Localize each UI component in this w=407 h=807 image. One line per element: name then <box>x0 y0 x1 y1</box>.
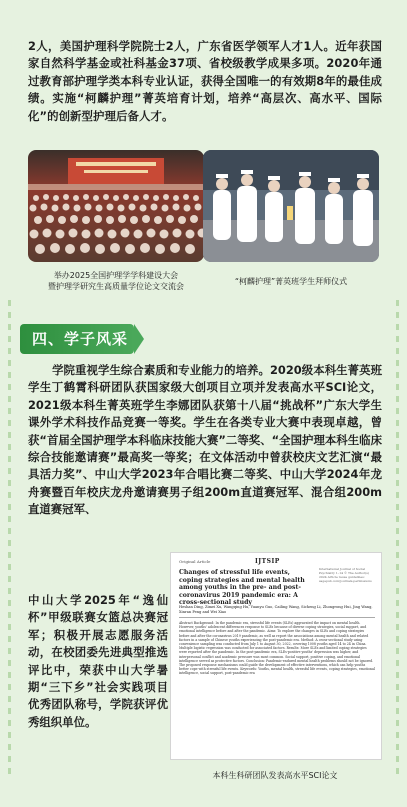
ceremony-photo-caption <box>203 276 379 287</box>
ceremony-caption-line1: “柯麟护理”菁英班学生拜师仪式 <box>234 277 348 286</box>
paper-authors: Heshan Ding, Zimei Xu, Wangqing Hu, Yuanyu Guo, Cailing Wang, Sicheng Li, Zhongrong Hui, Jing Wang, Xinran Peng and Wei Xiao <box>179 605 373 614</box>
conference-caption-line1: 举办2025全国护理学学科建设大会 <box>53 271 179 280</box>
paper-journal-head: Original Article <box>179 559 211 564</box>
ceremony-photo-image <box>203 150 379 262</box>
conference-photo-caption <box>28 270 204 292</box>
ceremony-photo <box>203 150 379 262</box>
section-title: 四、学子风采 <box>20 324 134 354</box>
paper-divider <box>179 617 375 618</box>
paper-journal-logo: IJTSIP <box>255 558 280 565</box>
paper-caption: 本科生科研团队发表高水平SCI论文 <box>212 771 338 780</box>
conference-photo-image <box>28 150 204 262</box>
section-wrap-text: 中山大学2025年“逸仙杯”甲级联赛女篮总决赛冠军；积极开展志愿服务活动，在校团委先进典型推选评比中，荣获中山大学暑期“三下乡”社会实践项目优秀团队称号，学院获评优秀组织单位。 <box>28 593 168 729</box>
decorative-left-stripe <box>8 300 11 780</box>
paper-meta: International Journal of Social Psychiatry 1–14 © The Author(s) 2024 Article reuse guidelines: sagepub.com/journals-permissions <box>319 567 372 583</box>
paper-thumbnail <box>170 552 382 760</box>
conference-caption-line2: 暨护理学研究生高质量学位论文交流会 <box>48 282 184 291</box>
paper-abstract: Abstract Background: In the pandemic era, stressful life events (SLEs) aggravated the impact on mental health. However, youths' adolescent differences response to SLEs because of diverse coping strategies, social support, and emotional intelligence before and after the pandemic. Aims: To explore the changes in SLEs and coping strategies before and after the coronavirus 2019 pandemic, as well as report the associations among mental health and related factors in a sample of Chinese youths experiencing the post-pandemic era. Method: A cross-sectional study using convenience sampling was conducted from July 1 to August 30, 2022, covering 1008 youths aged 14 to 24 in China. Multiple logistic regression was conducted for associated factors. Results: More SLEs and limited coping strategies were reported after the pandemic. In the post-pandemic era, SLEs-positive youths' depression was higher, and interpersonal conflict and academic pressure was most common. Social support, positive coping, and emotional intelligence served as protective factors. Conclusion: Pandemic-endured mental health problems should not be ignored. The proposed response mechanisms could guide the development of effective interventions, which can help youths better cope with stressful life events. Keywords: Youths, mental health, stressful life events, coping strategies, emotional intelligence, social support, post-pandemic era <box>179 621 375 676</box>
section-paragraph-text: 学院重视学生综合素质和专业能力的培养。2020级本科生菁英班学生丁鹤霄科研团队获国家级大创项目立项并发表高水平SCI论文，2021级本科生菁英班学生李娜团队获第十八届“挑战杯”广东大学生课外学术科技作品竞赛一等奖。学生在各类专业大赛中表现卓越，曾获“首届全国护理学本科临床技能大赛”二等奖、“全国护理本科生临床综合技能邀请赛”最高奖一等奖；在文体活动中曾获校庆文艺汇演“最具活力奖”、中山大学2023年合唱比赛二等奖、中山大学2024年龙舟赛暨百年校庆龙舟邀请赛男子组200m直道赛冠军、混合组200m直道赛冠军、 <box>28 363 382 517</box>
paper-title: Changes of stressful life events, coping strategies and mental health among youths in the pre- and post-coronavirus 2019 pandemic era: A cross-sectional study <box>179 569 305 607</box>
intro-paragraph: 2人，美国护理科学院院士2人，广东省医学领军人才1人。近年获国家自然科学基金或社科基金37项、省校级教学成果多项。2020年通过教育部护理学类本科专业认证，获得全国唯一的有效期8年的最佳成绩。实施“柯麟护理”菁英培育计划，培养“高层次、高水平、国际化”的创新型护理后备人才。 <box>28 39 382 123</box>
decorative-right-stripe <box>396 300 399 780</box>
section-paragraph <box>28 362 382 519</box>
conference-photo <box>28 150 204 262</box>
